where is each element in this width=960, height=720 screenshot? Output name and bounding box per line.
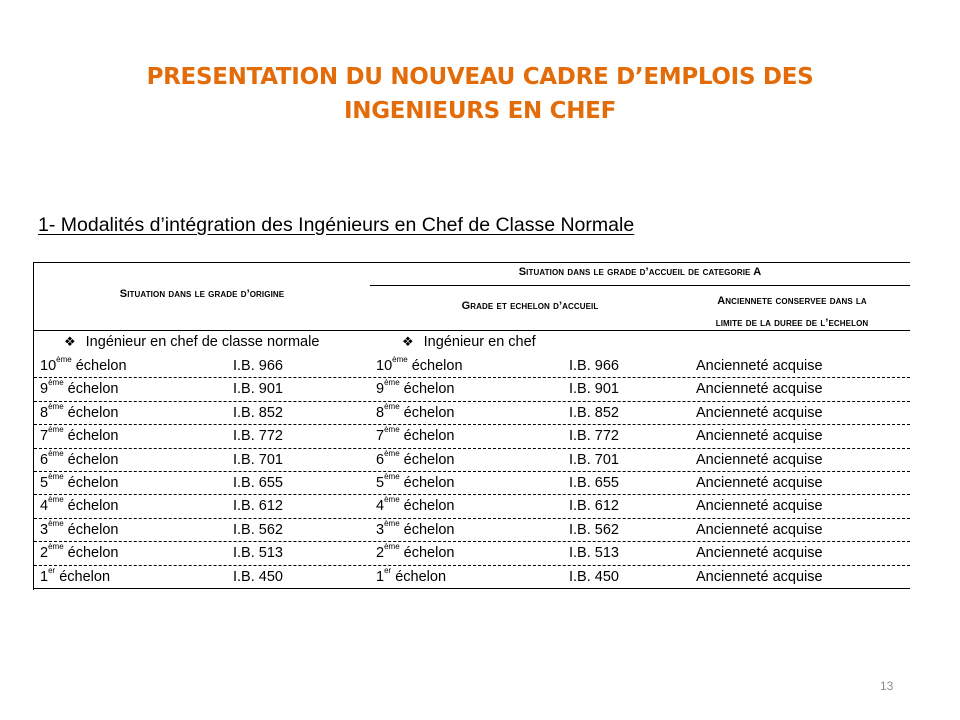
- slide-title-line1: PRESENTATION DU NOUVEAU CADRE D’EMPLOIS DES: [146, 64, 814, 90]
- ib-origin: I.B. 701: [233, 451, 283, 468]
- header-accueil: Situation dans le grade d’accueil de categorie A: [518, 266, 762, 278]
- echelon-ordinal: ème: [48, 542, 64, 552]
- echelon-label: échelon: [403, 428, 455, 445]
- slide-title: [80, 60, 880, 128]
- anciennete-value: Ancienneté acquise: [696, 475, 823, 491]
- slide-title-line2: INGENIEURS EN CHEF: [344, 98, 616, 124]
- category-accueil: [402, 334, 536, 350]
- ib-origin: I.B. 513: [233, 545, 283, 562]
- ib-accueil: I.B. 562: [569, 521, 619, 538]
- echelon-ordinal: er: [384, 565, 392, 575]
- category-origin: [64, 334, 319, 350]
- echelon-label: échelon: [403, 521, 455, 538]
- echelon-number: 10: [40, 358, 57, 374]
- echelon-label: échelon: [67, 451, 119, 468]
- table-row: [34, 566, 910, 589]
- header-grade-echelon: Grade et echelon d’accueil: [461, 300, 599, 312]
- echelon-label: échelon: [67, 545, 119, 562]
- echelon-label: échelon: [403, 451, 455, 468]
- echelon-number: 6: [376, 451, 385, 468]
- echelon-ordinal: ème: [384, 472, 400, 481]
- echelon-number: 8: [40, 404, 49, 421]
- echelon-number: 10: [376, 358, 393, 374]
- header-origin: Situation dans le grade d’origine: [119, 288, 285, 300]
- echelon-origin: [40, 355, 127, 374]
- anciennete-value: Ancienneté acquise: [696, 521, 823, 538]
- echelon-ordinal: ème: [48, 448, 64, 458]
- echelon-label: échelon: [411, 358, 463, 374]
- echelon-ordinal: ème: [384, 425, 400, 435]
- ib-accueil: I.B. 772: [569, 428, 619, 445]
- echelon-ordinal: ème: [384, 401, 400, 411]
- echelon-ordinal: ème: [384, 542, 400, 552]
- ib-accueil: I.B. 655: [569, 475, 619, 491]
- echelon-ordinal: ème: [392, 355, 408, 364]
- category-origin-label: Ingénieur en chef de classe normale: [85, 334, 320, 350]
- echelon-accueil: [376, 565, 447, 585]
- header-anciennete: [674, 290, 910, 334]
- echelon-label: échelon: [67, 381, 119, 398]
- echelon-origin: [40, 401, 119, 421]
- ib-origin: I.B. 772: [233, 428, 283, 445]
- anciennete-value: Ancienneté acquise: [696, 428, 823, 445]
- ib-origin: I.B. 901: [233, 381, 283, 398]
- category-accueil-label: Ingénieur en chef: [423, 334, 536, 350]
- table-row: [34, 472, 910, 495]
- echelon-accueil: [376, 542, 455, 562]
- echelon-label: échelon: [67, 404, 119, 421]
- echelon-ordinal: ème: [384, 378, 400, 388]
- echelon-number: 7: [40, 428, 49, 445]
- echelon-ordinal: ème: [384, 495, 400, 505]
- echelon-number: 9: [376, 381, 385, 398]
- echelon-ordinal: er: [48, 565, 56, 575]
- echelon-origin: [40, 495, 119, 515]
- ib-origin: I.B. 450: [233, 568, 283, 585]
- echelon-number: 3: [376, 521, 385, 538]
- echelon-label: échelon: [67, 428, 119, 445]
- table-row: [34, 449, 910, 472]
- table-row: [34, 425, 910, 448]
- ib-accueil: I.B. 450: [569, 568, 619, 585]
- ib-accueil: I.B. 966: [569, 358, 619, 374]
- page-number: 13: [880, 679, 894, 693]
- header-accueil-divider: [370, 285, 910, 286]
- echelon-accueil: [376, 518, 455, 538]
- echelon-origin: [40, 565, 111, 585]
- ib-origin: I.B. 655: [233, 475, 283, 491]
- echelon-number: 1: [40, 568, 49, 585]
- echelon-number: 4: [376, 498, 385, 515]
- echelon-number: 5: [376, 475, 385, 491]
- echelon-ordinal: ème: [384, 518, 400, 528]
- echelon-number: 9: [40, 381, 49, 398]
- echelon-origin: [40, 448, 119, 468]
- echelon-ordinal: ème: [48, 378, 64, 388]
- echelon-origin: [40, 472, 119, 491]
- echelon-ordinal: ème: [48, 401, 64, 411]
- table-row: [34, 355, 910, 378]
- anciennete-value: Ancienneté acquise: [696, 568, 823, 585]
- ib-origin: I.B. 966: [233, 358, 283, 374]
- ib-origin: I.B. 562: [233, 521, 283, 538]
- echelon-label: échelon: [403, 404, 455, 421]
- echelon-number: 3: [40, 521, 49, 538]
- anciennete-value: Ancienneté acquise: [696, 381, 823, 398]
- echelon-label: échelon: [59, 568, 111, 585]
- echelon-label: échelon: [67, 521, 119, 538]
- echelon-accueil: [376, 401, 455, 421]
- ib-accueil: I.B. 852: [569, 404, 619, 421]
- echelon-ordinal: ème: [48, 518, 64, 528]
- echelon-origin: [40, 542, 119, 562]
- echelon-number: 2: [376, 545, 385, 562]
- table-row: [34, 495, 910, 518]
- echelon-label: échelon: [75, 358, 127, 374]
- ib-origin: I.B. 852: [233, 404, 283, 421]
- echelon-label: échelon: [403, 498, 455, 515]
- echelon-label: échelon: [395, 568, 447, 585]
- ib-accueil: I.B. 612: [569, 498, 619, 515]
- section-subtitle: 1- Modalités d’intégration des Ingénieurs en Chef de Classe Normale: [38, 214, 635, 236]
- anciennete-value: Ancienneté acquise: [696, 451, 823, 468]
- anciennete-value: Ancienneté acquise: [696, 358, 823, 374]
- echelon-accueil: [376, 425, 455, 445]
- ib-accueil: I.B. 513: [569, 545, 619, 562]
- diamond-bullet-icon: ❖: [402, 334, 414, 349]
- echelon-accueil: [376, 355, 463, 374]
- echelon-accueil: [376, 495, 455, 515]
- echelon-number: 8: [376, 404, 385, 421]
- header-anciennete-line2: limite de la duree de l’echelon: [715, 317, 869, 329]
- echelon-number: 4: [40, 498, 49, 515]
- row-separator: [34, 588, 910, 589]
- echelon-label: échelon: [403, 381, 455, 398]
- table-row: [34, 378, 910, 401]
- echelon-number: 1: [376, 568, 385, 585]
- echelon-label: échelon: [403, 545, 455, 562]
- echelon-ordinal: ème: [48, 425, 64, 435]
- echelon-number: 7: [376, 428, 385, 445]
- ib-origin: I.B. 612: [233, 498, 283, 515]
- table-row: [34, 402, 910, 425]
- ib-accueil: I.B. 901: [569, 381, 619, 398]
- echelon-accueil: [376, 472, 455, 491]
- echelon-origin: [40, 425, 119, 445]
- echelon-label: échelon: [403, 475, 455, 491]
- echelon-accueil: [376, 448, 455, 468]
- diamond-bullet-icon: ❖: [64, 334, 76, 349]
- anciennete-value: Ancienneté acquise: [696, 404, 823, 421]
- echelon-ordinal: ème: [48, 472, 64, 481]
- echelon-number: 6: [40, 451, 49, 468]
- ib-accueil: I.B. 701: [569, 451, 619, 468]
- echelon-label: échelon: [67, 475, 119, 491]
- echelon-number: 2: [40, 545, 49, 562]
- echelon-accueil: [376, 378, 455, 398]
- header-anciennete-line1: Anciennete conservee dans la: [717, 295, 867, 307]
- echelon-label: échelon: [67, 498, 119, 515]
- echelon-ordinal: ème: [384, 448, 400, 458]
- anciennete-value: Ancienneté acquise: [696, 498, 823, 515]
- anciennete-value: Ancienneté acquise: [696, 545, 823, 562]
- table-row: [34, 542, 910, 565]
- integration-table: [33, 262, 910, 590]
- echelon-ordinal: ème: [56, 355, 72, 364]
- echelon-number: 5: [40, 475, 49, 491]
- echelon-origin: [40, 378, 119, 398]
- table-row: [34, 519, 910, 542]
- echelon-ordinal: ème: [48, 495, 64, 505]
- echelon-origin: [40, 518, 119, 538]
